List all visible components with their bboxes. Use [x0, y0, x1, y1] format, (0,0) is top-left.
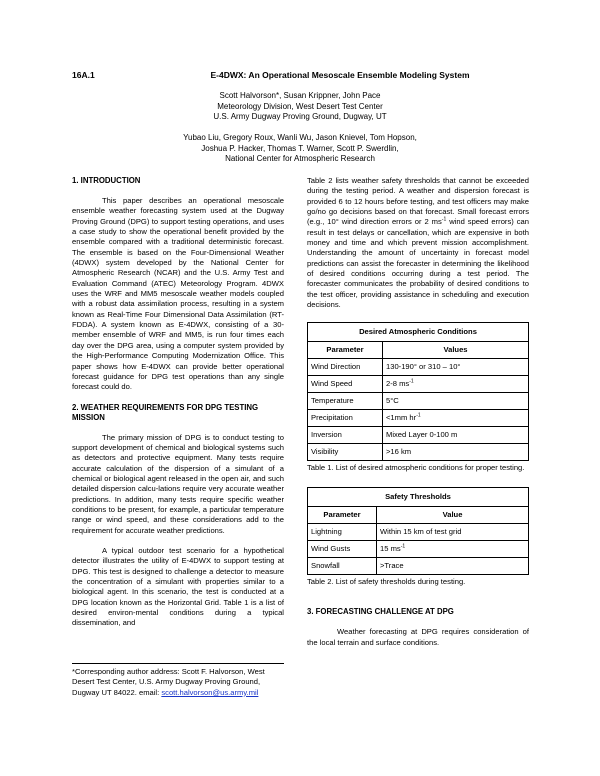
table-cell: <1mm $hr^{-1}$ — [383, 410, 529, 427]
right-column — [307, 176, 529, 658]
paragraph: The primary mission of DPG is to conduct testing to support development of chemical and biological systems such as detectors and protective equipment. Many tests require accurate calculation of the dispersion of a simulant of a chemical or biological agent released in the open air, and such detailed dispersion calcu-lations require very accurate weather predictions. In addition, many tests require specific weather conditions to be present, for example, a particular temperature range or wind speed, and these considerations add to the requirement for accurate weather predictions. — [72, 432, 284, 535]
section-heading: 3. FORECASTING CHALLENGE AT DPG — [307, 607, 454, 617]
table-row — [308, 444, 529, 461]
table-row — [308, 427, 529, 444]
paragraph: Weather forecasting at DPG requires consideration of the local terrain and surface conditions. — [307, 627, 529, 647]
table-row — [308, 410, 529, 427]
table-cell: Wind Direction — [308, 359, 383, 376]
table-cell: 5°C — [383, 393, 529, 410]
paragraph: A typical outdoor test scenario for a hypothetical detector illustrates the utility of E-4DWX to support testing at DPG. This test is designed to challenge a detector to measure the concentration of a simulant with properties similar to a biological agent. In this scenario, the test is conducted at a DPG location known as the Horizontal Grid. Table 1 is a list of desired environ-mental conditions during a typical dissemination, and — [72, 545, 284, 628]
table-header: Value — [377, 507, 529, 524]
affiliation-line: Meteorology Division, West Desert Test Center — [217, 101, 383, 111]
table-header: Parameter — [308, 507, 377, 524]
affiliation-line: National Center for Atmospheric Research — [225, 154, 375, 163]
email-link[interactable]: scott.halvorson@us.army.mil — [161, 687, 259, 697]
table-title: Desired Atmospheric Conditions — [308, 323, 529, 342]
table-cell: 15 $ms^{-1}$ — [377, 541, 529, 558]
table-cell: Precipitation — [308, 410, 383, 427]
table-row — [308, 558, 529, 575]
table-cell: >Trace — [377, 558, 529, 575]
table-safety-thresholds — [307, 487, 529, 575]
footnote — [72, 663, 284, 698]
paper-id: 16A.1 — [72, 70, 95, 80]
author-line: Joshua P. Hacker, Thomas T. Warner, Scott P. Swerdlin, — [201, 143, 399, 153]
table-cell: Lightning — [308, 524, 377, 541]
table-cell: 130-190° or 310 – 10° — [383, 359, 529, 376]
table-desired-conditions — [307, 322, 529, 461]
table-row — [308, 524, 529, 541]
table-cell: Mixed Layer 0-100 m — [383, 427, 529, 444]
table-row — [308, 376, 529, 393]
table-cell: Wind Gusts — [308, 541, 377, 558]
author-block-2 — [72, 133, 528, 165]
left-column — [72, 176, 284, 639]
author-block-1 — [72, 91, 528, 123]
table-cell: Snowfall — [308, 558, 377, 575]
table-cell: Wind Speed — [308, 376, 383, 393]
table-header: Parameter — [308, 342, 383, 359]
table-cell: 2-8 $ms^{-1}$ — [383, 376, 529, 393]
author-line: Scott Halvorson*, Susan Krippner, John Pace — [219, 91, 381, 100]
table-cell: Temperature — [308, 393, 383, 410]
paper-title: E-4DWX: An Operational Mesoscale Ensemble Modeling System — [210, 70, 470, 80]
table-row — [308, 393, 529, 410]
section-heading: 2. WEATHER REQUIREMENTS FOR DPG TESTING MISSION — [72, 402, 259, 422]
author-line: Yubao Liu, Gregory Roux, Wanli Wu, Jason Knievel, Tom Hopson, — [183, 133, 417, 142]
table-row — [308, 359, 529, 376]
footnote-text: *Corresponding author address: Scott F. Halvorson, West Desert Test Center, U.S. Army Dugway Proving Ground, Dugway UT 84022. email: — [72, 667, 265, 697]
paragraph: This paper describes an operational mesoscale ensemble weather forecasting system used at the Dugway Proving Ground (DPG) to support testing operations, and uses a case study to show the operational benefit provided by the ensemble compared with a traditional deterministic forecast. The ensemble is based on the Four-Dimensional Weather (4DWX) system developed by the National Center for Atmospheric Research (NCAR) and the U.S. Army Test and Evaluation Command (ATEC) Meteorology Program. 4DWX uses the WRF and MM5 mesoscale weather models coupled with a robust data assimilation process, resulting in a system known as Real-Time Four Dimensional Data Assimilation (RT-FDDA). A system known as E-4DWX, consisting of a 30-member ensemble of WRF and MM5, is run four times each day over the DPG area, using a computer system provided by the High-Performance Computing Modernization Office. This paper shows how E-4DWX can provide better operational forecast guidance for DPG test operations than any single forecast could do. — [72, 196, 284, 392]
table-caption: Table 2. List of safety thresholds during testing. — [307, 577, 466, 587]
table-caption: Table 1. List of desired atmospheric conditions for proper testing. — [307, 463, 525, 473]
table-header: Values — [383, 342, 529, 359]
table-cell: Inversion — [308, 427, 383, 444]
table-cell: >16 km — [383, 444, 529, 461]
table-cell: Within 15 km of test grid — [377, 524, 529, 541]
table-title: Safety Thresholds — [308, 488, 529, 507]
table-cell: Visibility — [308, 444, 383, 461]
affiliation-line: U.S. Army Dugway Proving Ground, Dugway, UT — [213, 112, 387, 121]
table-row — [308, 541, 529, 558]
paragraph: Table 2 lists weather safety thresholds that cannot be exceeded during the testing period. A weather and dispersion forecast is provided 6 to 12 hours before testing, and test officers may make go/no go decisions based on that forecast. Small forecast errors (e.g., 10° wind direction errors or 2 $ms^{-1}$ wind speed errors) can result in test delays or cancellation, which are expensive in both money and time and which prevent mission accomplishment. Understanding the amount of uncertainty in forecast model predictions can assist the forecaster in determining the likelihood of desired conditions occurring during a test period. The forecaster communicates the probability of desired conditions to the test officer, providing assistance in scheduling and execution decisions. — [307, 176, 529, 310]
section-heading: 1. INTRODUCTION — [72, 176, 141, 185]
